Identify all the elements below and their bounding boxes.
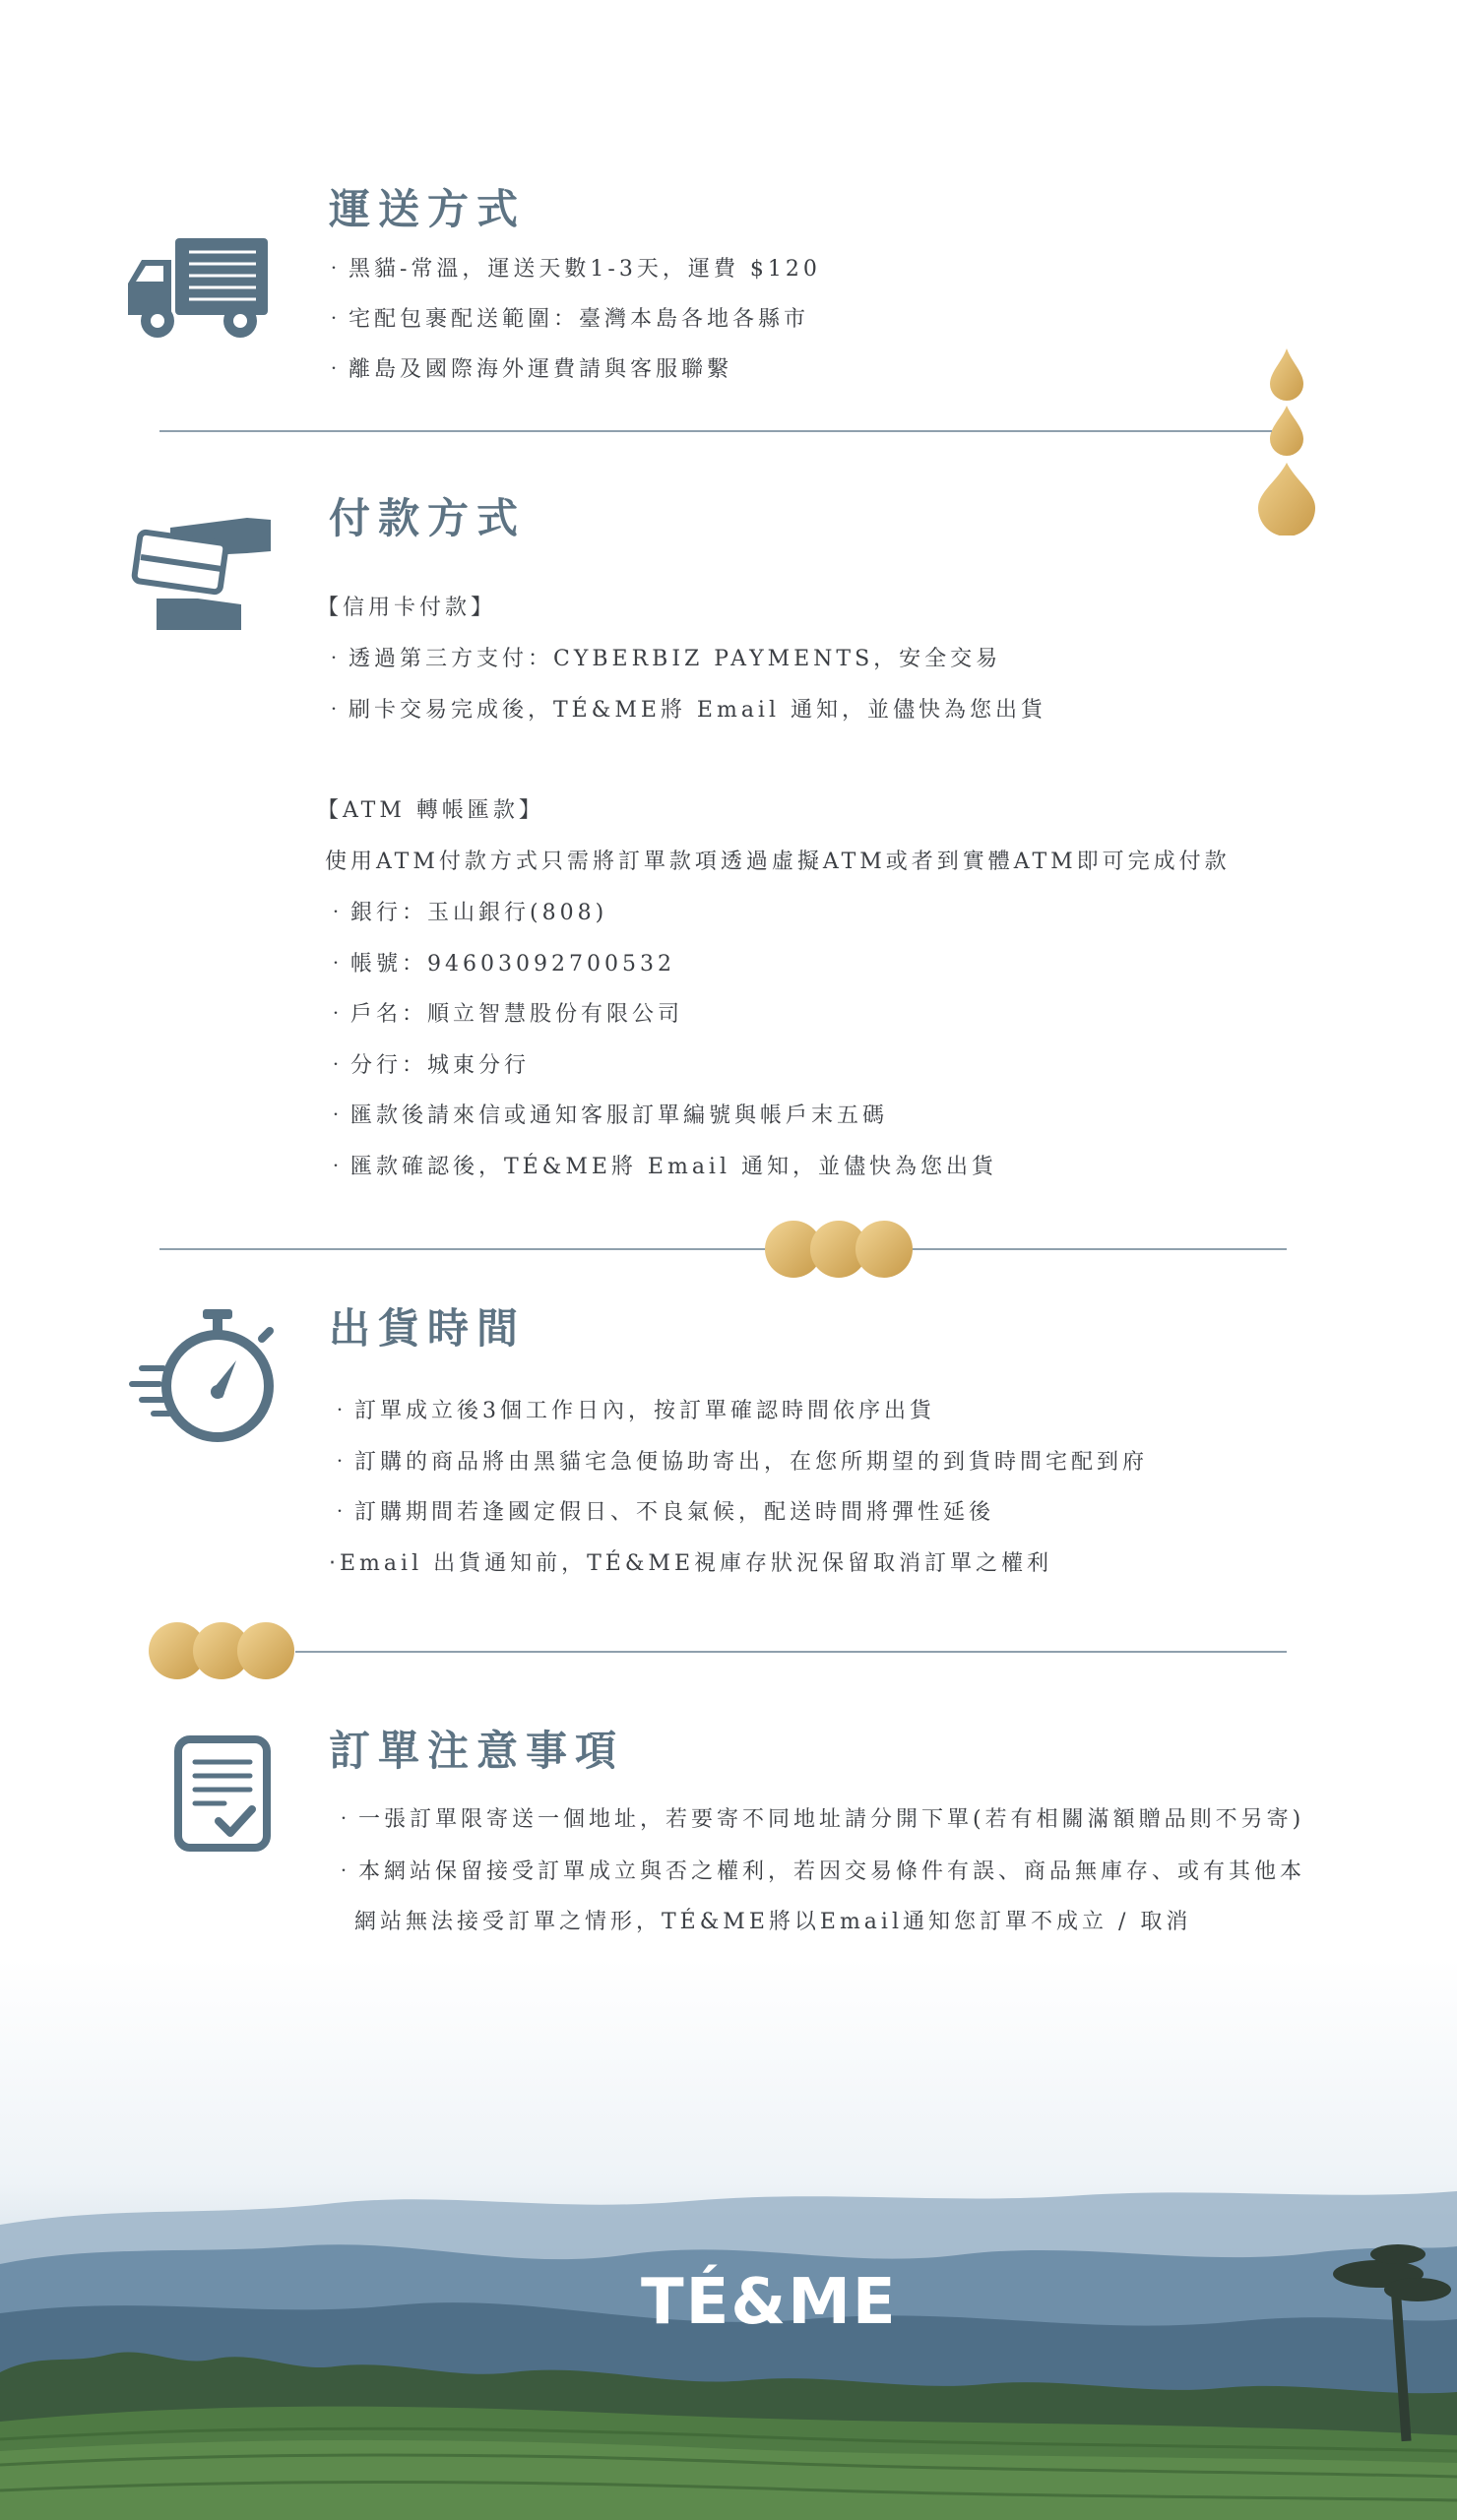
shipping-line: ‧黑貓-常溫，運送天數1-3天，運費 $120 — [323, 257, 821, 282]
shipping-time-line: ‧訂購的商品將由黑貓宅急便協助寄出，在您所期望的到貨時間宅配到府 — [329, 1450, 1149, 1475]
shipping-time-line: ‧訂購期間若逢國定假日、不良氣候，配送時間將彈性延後 — [329, 1500, 995, 1525]
order-notes-line: ‧本網站保留接受訂單成立與否之權利，若因交易條件有誤、商品無庫存、或有其他本 — [333, 1859, 1306, 1884]
shipping-time-line: ‧訂單成立後3個工作日內，按訂單確認時間依序出貨 — [329, 1399, 935, 1423]
shipping-time-line: ‧Email 出貨通知前，TÉ&ME視庫存狀況保留取消訂單之權利 — [329, 1551, 1052, 1576]
order-notes-title: 訂單注意事項 — [329, 1727, 625, 1775]
card-payment-icon — [131, 514, 271, 632]
payment-line: ‧戶名：順立智慧股份有限公司 — [325, 1002, 684, 1027]
payment-line: ‧匯款確認後，TÉ&ME將 Email 通知，並儘快為您出貨 — [325, 1155, 997, 1179]
payment-line: ‧分行：城東分行 — [325, 1053, 531, 1078]
divider-rule — [159, 1248, 1287, 1250]
stopwatch-icon — [128, 1309, 282, 1449]
payment-title: 付款方式 — [329, 494, 527, 542]
divider-rule — [159, 430, 1272, 432]
payment-line: 【ATM 轉帳匯款】 — [317, 798, 544, 823]
payment-line: 使用ATM付款方式只需將訂單款項透過虛擬ATM或者到實體ATM即可完成付款 — [325, 850, 1231, 874]
shipping-line: ‧離島及國際海外運費請與客服聯繫 — [323, 357, 733, 382]
divider-rule — [295, 1651, 1287, 1653]
shipping-time-title: 出貨時間 — [329, 1304, 527, 1353]
brand-logo: TÉ&ME — [641, 2266, 898, 2339]
payment-line: ‧帳號：94603092700532 — [325, 952, 675, 976]
tea-plantation-landscape — [0, 1959, 1457, 2520]
order-notes-line: 網站無法接受訂單之情形，TÉ&ME將以Email通知您訂單不成立 / 取消 — [333, 1910, 1192, 1934]
checklist-icon — [173, 1734, 272, 1853]
payment-line: ‧透過第三方支付：CYBERBIZ PAYMENTS，安全交易 — [323, 647, 1002, 671]
truck-icon — [128, 238, 268, 341]
payment-line: 【信用卡付款】 — [317, 596, 497, 620]
shipping-line: ‧宅配包裹配送範圍：臺灣本島各地各縣市 — [323, 307, 810, 332]
payment-line: ‧銀行：玉山銀行(808) — [325, 901, 608, 925]
gold-circles-decoration — [148, 1621, 295, 1684]
gold-circles-decoration — [764, 1220, 914, 1283]
shipping-title: 運送方式 — [329, 185, 527, 233]
gold-drops-decoration — [1256, 348, 1319, 539]
payment-line: ‧匯款後請來信或通知客服訂單編號與帳戶末五碼 — [325, 1103, 889, 1128]
order-notes-line: ‧一張訂單限寄送一個地址，若要寄不同地址請分開下單(若有相關滿額贈品則不另寄) — [333, 1807, 1305, 1832]
payment-line: ‧刷卡交易完成後，TÉ&ME將 Email 通知，並儘快為您出貨 — [323, 698, 1046, 723]
